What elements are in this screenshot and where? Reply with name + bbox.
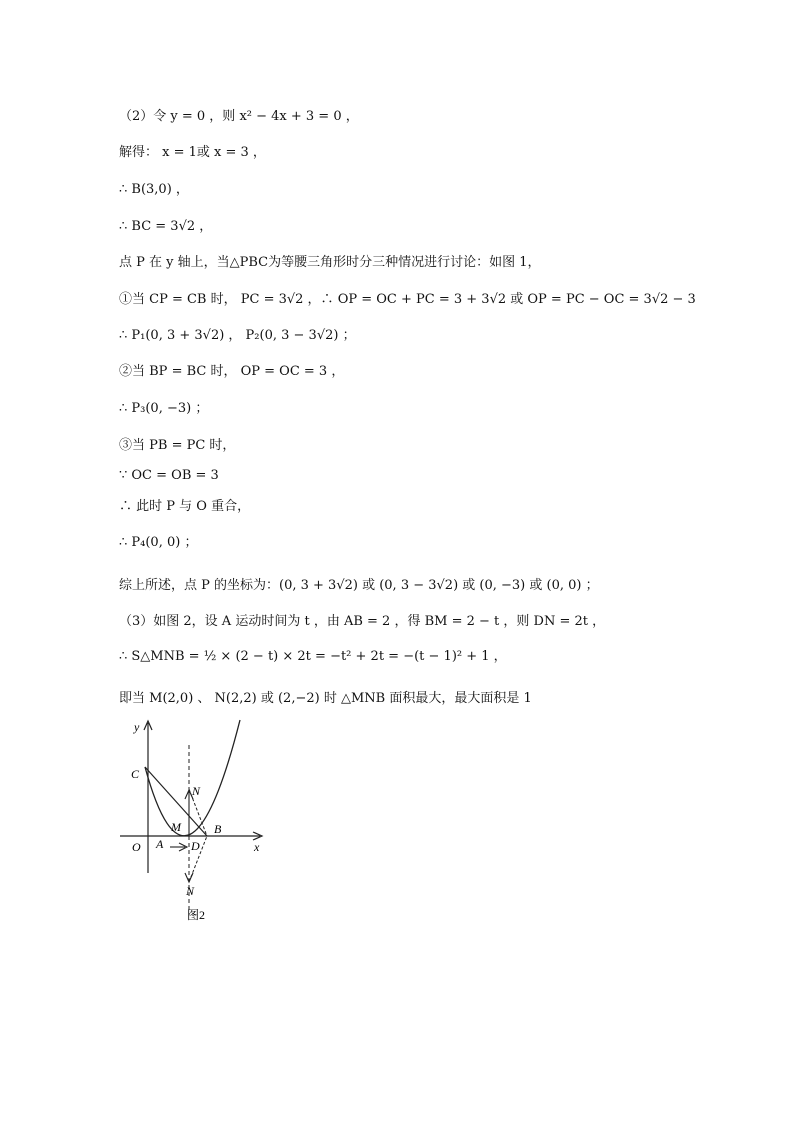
line-part2-setup: （2）令 y = 0 ，则 x² − 4x + 3 = 0 ，: [119, 109, 359, 124]
line-solve: 解得： x = 1或 x = 3 ，: [119, 145, 266, 160]
label-c: C: [131, 767, 140, 781]
line-case1-result: ∴ P₁(0, 3 + 3√2) ， P₂(0, 3 − 3√2) ；: [119, 328, 356, 343]
label-m: M: [171, 820, 181, 834]
label-o: O: [132, 840, 141, 854]
label-d: D: [191, 839, 200, 853]
label-y: y: [134, 720, 140, 734]
line-case2-result: ∴ P₃(0, −3) ；: [119, 401, 209, 416]
line-case1: ①当 CP = CB 时， PC = 3√2 ，∴ OP = OC + PC = 3 + 3√2 或 OP = PC − OC = 3√2 − 3: [119, 292, 696, 307]
figure-caption: 图2: [187, 908, 206, 922]
line-bc: ∴ BC = 3√2 ，: [119, 219, 213, 234]
line-point-b: ∴ B(3,0) ，: [119, 182, 189, 197]
label-a: A: [156, 837, 164, 851]
line-part3: （3）如图 2，设 A 运动时间为 t ，由 AB = 2 ，得 BM = 2 − t ，则 DN = 2t ，: [119, 614, 606, 629]
line-summary: 综上所述，点 P 的坐标为：(0, 3 + 3√2) 或 (0, 3 − 3√2) 或 (0, −3) 或 (0, 0) ；: [119, 578, 599, 593]
label-n-bottom: N: [186, 884, 195, 898]
line-area-formula: ∴ S△MNB = ½ × (2 − t) × 2t = −t² + 2t = −(t − 1)² + 1 ，: [119, 649, 507, 664]
line-case2: ②当 BP = BC 时， OP = OC = 3 ，: [119, 364, 345, 379]
label-x: x: [254, 840, 260, 854]
line-case3-coincide: ∴ 此时 P 与 O 重合，: [119, 499, 251, 514]
line-discussion: 点 P 在 y 轴上，当△PBC为等腰三角形时分三种情况进行讨论：如图 1，: [119, 255, 541, 270]
parabola-curve: [145, 720, 240, 836]
line-case3: ③当 PB = PC 时，: [119, 438, 236, 453]
label-b: B: [214, 822, 222, 836]
line-case3-result: ∴ P₄(0, 0) ；: [119, 535, 198, 550]
line-conclusion: 即当 M(2,0) 、 N(2,2) 或 (2,−2) 时 △MNB 面积最大，最大面积是 1: [119, 691, 532, 706]
line-case3-reason: ∵ OC = OB = 3: [119, 468, 219, 483]
figure-2: [110, 715, 280, 929]
figure-2-diagram: [110, 715, 280, 925]
label-n-top: N: [192, 784, 201, 798]
